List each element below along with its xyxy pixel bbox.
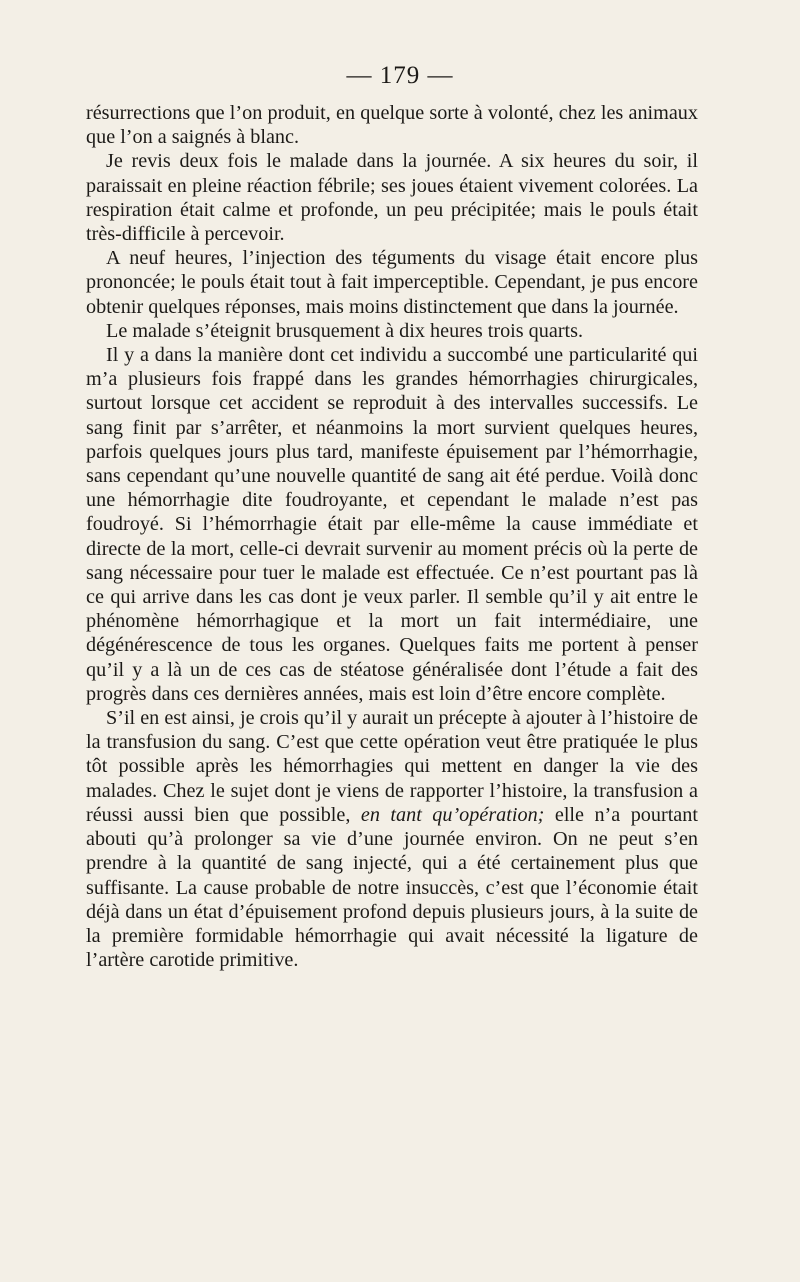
paragraph-2: Je revis deux fois le malade dans la journée. A six heures du soir, il paraissait en pleine réaction fébrile; ses joues étaient vivement colorées. La respiration était calme et profonde, un peu précipitée; mais le pouls était très-difficile à percevoir.: [86, 150, 698, 246]
body-text: [86, 101, 698, 972]
paragraph-5: Il y a dans la manière dont cet individu a succombé une particularité qui m’a plusieurs fois frappé dans les grandes hémorrhagies chirurgicales, surtout lorsque cet accident se reproduit à des intervalles successifs. Le sang finit par s’arrêter, et néanmoins la mort survient quelques heures, parfois quelques jours plus tard, manifeste épuisement par l’hémorrhagie, sans cependant qu’une nouvelle quantité de sang ait été perdue. Voilà donc une hémorrhagie dite foudroyante, et cependant le malade n’est pas foudroyé. Si l’hémorrhagie était par elle-même la cause immédiate et directe de la mort, celle-ci devrait survenir au moment précis où la perte de sang nécessaire pour tuer le malade est effectuée. Ce n’est pourtant pas là ce qui arrive dans les cas dont je veux parler. Il semble qu’il y ait entre le phénomène hémorrhagique et la mort un fait intermédiaire, une dégénérescence de tous les organes. Quelques faits me portent à penser qu’il y a là un de ces cas de stéatose généralisée dont l’étude a fait des progrès dans ces dernières années, mais est loin d’être encore complète.: [86, 344, 698, 705]
paragraph-3: A neuf heures, l’injection des téguments du visage était encore plus prononcée; le pouls était tout à fait imperceptible. Cependant, je pus encore obtenir quelques réponses, mais moins distinctement que dans la journée.: [86, 247, 698, 318]
paragraph-6-part-b: elle n’a pourtant abouti qu’à prolonger sa vie d’une journée environ. On ne peut s’en prendre à la quantité de sang injecté, qui a été certainement plus que suffisante. La cause probable de notre insuccès, c’est que l’économie était déjà dans un état d’épuisement profond depuis plusieurs jours, à la suite de la première formidable hémorrhagie qui avait nécessité la ligature de l’artère carotide primitive.: [86, 803, 698, 972]
paragraph-6-italic: en tant qu’opération;: [360, 803, 545, 826]
paragraph-1: résurrections que l’on produit, en quelque sorte à volonté, chez les animaux que l’on a saignés à blanc.: [86, 102, 698, 149]
paragraph-6-part-a: S’il en est ainsi, je crois qu’il y aurait un précepte à ajouter à l’histoire de la transfusion du sang. C’est que cette opération veut être pratiquée le plus tôt possible après les hémorrhagies qui mettent en danger la vie des malades. Chez le sujet dont je viens de rapporter l’histoire, la transfusion a réussi aussi bien que possible,: [86, 707, 698, 826]
paragraph-6: [86, 706, 698, 972]
page-number: — 179 —: [346, 62, 454, 89]
paragraph-4: Le malade s’éteignit brusquement à dix heures trois quarts.: [106, 319, 584, 342]
